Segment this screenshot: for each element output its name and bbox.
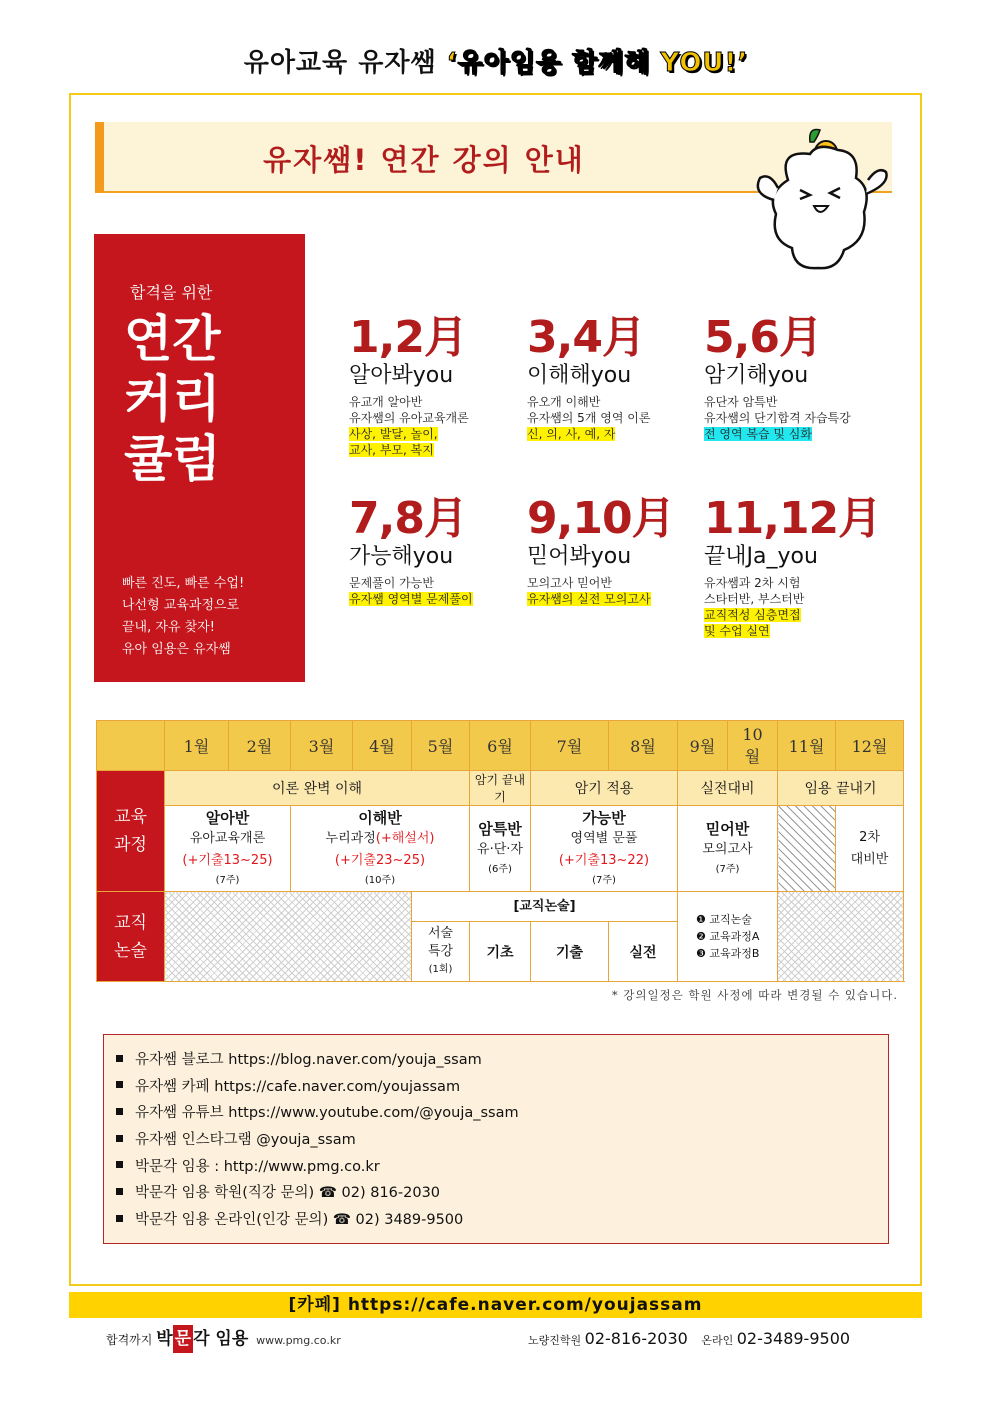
curriculum-panel-note: 빠른 진도, 빠른 수업! (122, 576, 245, 591)
footer-online-label: 온라인 (701, 1334, 734, 1347)
essay-header: [교직논술] (412, 892, 678, 922)
month-subtitle: 암기해you (704, 363, 809, 388)
row-label-essay: 교직 논술 (97, 892, 165, 982)
square-bullet-icon (116, 1055, 123, 1062)
month-line: 유교개 알아반 (349, 395, 423, 410)
footer-contacts (528, 1325, 860, 1355)
link-item[interactable] (104, 1074, 888, 1101)
phase-header: 암기 끝내기 (470, 771, 531, 806)
link-text: 유자쌤 블로그 https://blog.naver.com/youja_ssam (135, 1052, 482, 1068)
curriculum-panel-line-1: 연간 (124, 310, 221, 368)
links-box (103, 1034, 889, 1244)
link-item (104, 1180, 888, 1207)
month-block-9-10 (527, 493, 707, 607)
month-highlight: 교사, 부모, 복지 (349, 443, 434, 458)
table-corner (97, 721, 165, 771)
table-month-header: 6월 (470, 721, 531, 771)
curriculum-panel-note: 유아 임용은 유자쌤 (122, 642, 231, 657)
essay-basic: 기초 (470, 922, 531, 982)
month-label: 9,10月 (527, 493, 675, 544)
essay-seosul-cell (412, 922, 470, 982)
table-month-header: 9월 (678, 721, 728, 771)
banner-title: 유자쌤! 연간 강의 안내 (263, 143, 585, 177)
hatched-cell (778, 806, 836, 892)
curriculum-panel-line-2: 커리 (124, 370, 221, 428)
link-text: 유자쌤 카페 https://cafe.naver.com/youjassam (135, 1078, 461, 1095)
month-subtitle: 끝내Ja_you (704, 544, 818, 569)
link-text: 박문각 임용 : http://www.pmg.co.kr (135, 1158, 380, 1175)
course-weeks: (10주) (364, 875, 396, 886)
month-highlight: 및 수업 실연 (704, 624, 770, 639)
link-item[interactable] (104, 1047, 888, 1074)
curriculum-panel-note: 나선형 교육과정으로 (122, 598, 240, 613)
table-month-header: 7월 (531, 721, 609, 771)
table-month-header: 11월 (778, 721, 836, 771)
link-text: 박문각 임용 학원(직강 문의) ☎ 02) 816-2030 (135, 1185, 441, 1202)
month-highlight: 교직적성 심층면접 (704, 608, 801, 623)
footer-noryang-label: 노량진학원 (528, 1334, 582, 1347)
month-subtitle: 알아봐you (349, 363, 454, 388)
table-month-header: 4월 (353, 721, 412, 771)
month-label: 1,2月 (349, 312, 467, 363)
course-name: 암특반 (478, 820, 522, 838)
month-highlight: 전 영역 복습 및 심화 (704, 427, 812, 442)
course-cell-mideoban (678, 806, 778, 892)
page-header-title (0, 42, 992, 79)
course-weeks: (7주) (215, 875, 240, 886)
course-cell-ihaeban (291, 806, 470, 892)
link-text: 유자쌤 인스타그램 @youja_ssam (135, 1132, 356, 1149)
square-bullet-icon (116, 1081, 123, 1088)
month-line: 유단자 암특반 (704, 395, 778, 410)
table-month-header: 12월 (836, 721, 904, 771)
link-item (104, 1207, 888, 1234)
essay-seosul: 서술 특강 (427, 925, 454, 959)
month-highlight: 사상, 발달, 놀이, (349, 427, 438, 442)
month-label: 3,4月 (527, 312, 645, 363)
essay-past: 기출 (531, 922, 609, 982)
course-name: 알아반 (205, 809, 250, 827)
table-month-header: 5월 (412, 721, 470, 771)
table-month-header: 3월 (291, 721, 353, 771)
table-month-header: 2월 (229, 721, 291, 771)
cafe-link-bar[interactable]: [카페] https://cafe.naver.com/youjassam (69, 1292, 922, 1318)
month-label: 7,8月 (349, 493, 467, 544)
month-line: 유오개 이해반 (527, 395, 601, 410)
course-sub: 대비반 (850, 851, 889, 867)
footer-brand (106, 1325, 341, 1355)
month-block-11-12 (704, 493, 894, 639)
hatched-cell (778, 892, 904, 982)
course-sub: 유아교육개론 (189, 831, 266, 846)
footer-slogan: 합격까지 (106, 1333, 153, 1347)
course-cell-amteukban (470, 806, 531, 892)
course-red: (+기출23~25) (334, 853, 426, 868)
header-title-prefix: 유아교육 유자쌤 (243, 48, 437, 78)
course-name: 2차 (859, 829, 880, 845)
curriculum-panel (94, 234, 305, 682)
month-block-1-2 (349, 312, 529, 458)
phase-header: 암기 적용 (531, 771, 678, 806)
month-line: 유자쌤과 2차 시험 (704, 576, 801, 591)
course-red: (+기출13~25) (182, 853, 273, 868)
month-subtitle: 가능해you (349, 544, 454, 569)
course-cell-second-exam (836, 806, 904, 892)
month-subtitle: 이해해you (527, 363, 632, 388)
footer-url[interactable]: www.pmg.co.kr (256, 1334, 341, 1347)
table-month-header: 10 월 (728, 721, 778, 771)
link-text: 박문각 임용 온라인(인강 문의) ☎ 02) 3489-9500 (135, 1212, 464, 1229)
square-bullet-icon (116, 1215, 123, 1222)
course-sub: 모의고사 (702, 842, 753, 857)
essay-seosul-count: (1회) (428, 963, 453, 975)
course-sub: 유·단·자 (477, 842, 523, 857)
table-month-header: 8월 (609, 721, 678, 771)
course-sub: 영역별 문풀 (570, 831, 638, 846)
hatched-cell (165, 892, 412, 982)
phase-header: 실전대비 (678, 771, 778, 806)
month-subtitle: 믿어봐you (527, 544, 632, 569)
link-text: 유자쌤 유튜브 https://www.youtube.com/@youja_ssam (135, 1105, 519, 1122)
square-bullet-icon (116, 1161, 123, 1168)
header-title-highlight: ‘유아임용 함께해 YOU!’ (446, 48, 749, 78)
square-bullet-icon (116, 1188, 123, 1195)
square-bullet-icon (116, 1135, 123, 1142)
pmg-logo: 박 문 각 임용 (156, 1329, 248, 1349)
schedule-table (96, 720, 904, 982)
month-highlight: 유자쌤 영역별 문제풀이 (349, 592, 473, 607)
curriculum-panel-small: 합격을 위한 (130, 283, 213, 302)
month-highlight: 신, 의, 사, 예, 자 (527, 427, 616, 442)
month-line: 유자쌤의 유아교육개론 (349, 411, 469, 426)
mock-note: ❶ 교직논술 (696, 913, 752, 926)
course-name: 믿어반 (705, 820, 750, 838)
month-line: 유자쌤의 5개 영역 이론 (527, 411, 651, 426)
curriculum-panel-line-3: 큘럼 (124, 430, 221, 488)
schedule-remark: * 강의일정은 학원 사정에 따라 변경될 수 있습니다. (611, 988, 898, 1002)
row-label-curriculum: 교육 과정 (97, 771, 165, 892)
course-weeks: (6주) (488, 864, 512, 875)
month-label: 5,6月 (704, 312, 822, 363)
mock-note: ❷ 교육과정A (696, 930, 760, 943)
course-sub: 누리과정 (325, 831, 376, 846)
course-sub-red: (+해설서) (375, 831, 435, 846)
table-month-header: 1월 (165, 721, 229, 771)
course-weeks: (7주) (715, 864, 740, 875)
bear-mascot-icon (748, 122, 898, 272)
course-cell-alaban (165, 806, 291, 892)
phase-header: 임용 끝내기 (778, 771, 904, 806)
course-weeks: (7주) (592, 875, 616, 886)
month-block-3-4 (527, 312, 707, 442)
month-label: 11,12月 (704, 493, 882, 544)
link-item[interactable] (104, 1127, 888, 1154)
month-line: 문제풀이 가능반 (349, 576, 434, 591)
month-highlight: 유자쌤의 실전 모의고사 (527, 592, 651, 607)
footer-noryang-phone: 02-816-2030 (584, 1329, 688, 1348)
month-line: 스타터반, 부스터반 (704, 592, 805, 607)
link-item[interactable] (104, 1100, 888, 1127)
square-bullet-icon (116, 1108, 123, 1115)
curriculum-panel-note: 끝내, 자유 찾자! (122, 620, 215, 635)
month-line: 유자쌤의 단기합격 자습특강 (704, 411, 851, 426)
mock-note: ❸ 교육과정B (696, 947, 760, 960)
essay-practice: 실전 (609, 922, 678, 982)
month-line: 모의고사 믿어반 (527, 576, 612, 591)
course-name: 이해반 (358, 809, 402, 827)
link-item[interactable] (104, 1154, 888, 1181)
phase-header: 이론 완벽 이해 (165, 771, 470, 806)
mock-notes-cell (678, 892, 778, 982)
month-block-7-8 (349, 493, 529, 607)
course-name: 가능반 (582, 809, 626, 827)
month-block-5-6 (704, 312, 894, 442)
footer-online-phone: 02-3489-9500 (736, 1329, 851, 1348)
course-cell-ganeungban (531, 806, 678, 892)
course-red: (+기출13~22) (558, 853, 650, 868)
